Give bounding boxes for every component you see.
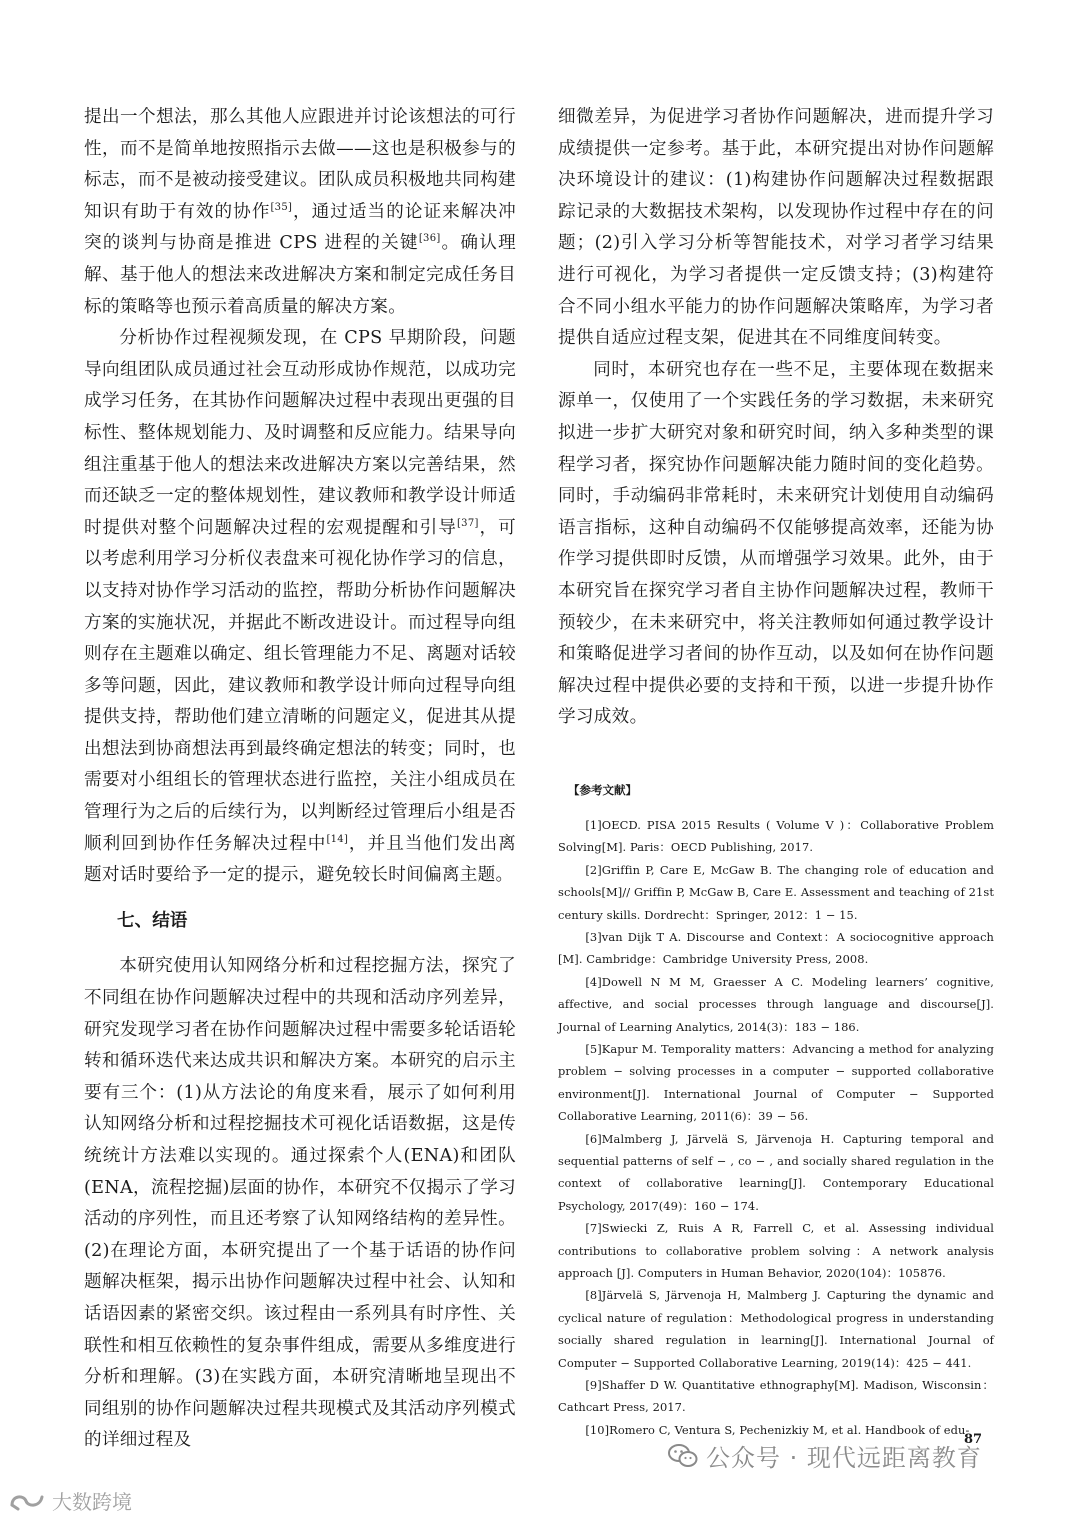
- left-column: [84, 102, 516, 1457]
- citation[interactable]: [35]: [270, 201, 293, 213]
- page-number: 87: [964, 1432, 983, 1447]
- citation[interactable]: [14]: [326, 833, 349, 845]
- brand-watermark: [8, 1486, 132, 1515]
- body-paragraph: 分析协作过程视频发现，在 CPS 早期阶段，问题导向组团队成员通过社会互动形成协作规范，以成功完成学习任务，在其协作问题解决过程中表现出更强的目标性、整体规划能力、及时调整和反应能力。结果导向组注重基于他人的想法来改进解决方案以完善结果，然而还缺乏一定的整体规划性，建议教师和教学设计师适时提供对整个问题解决过程的宏观提醒和引导[37]，可以考虑利用学习分析仪表盘来可视化协作学习的信息，以支持对协作学习活动的监控，帮助分析协作问题解决方案的实施状况，并据此不断改进设计。而过程导向组则存在主题难以确定、组长管理能力不足、离题对话较多等问题，因此，建议教师和教学设计师向过程导向组提供支持，帮助他们建立清晰的问题定义，促进其从提出想法到协商想法再到最终确定想法的转变；同时，也需要对小组组长的管理状态进行监控，关注小组成员在管理行为之后的后续行为，以判断经过管理后小组是否顺利回到协作任务解决过程中[14]，并且当他们发出离题对话时要给予一定的提示，避免较长时间偏离主题。: [84, 328, 517, 886]
- brand-logo-icon: [8, 1489, 46, 1513]
- section-heading: 七、结语: [117, 910, 188, 931]
- body-paragraph: 同时，本研究也存在一些不足，主要体现在数据来源单一，仅使用了一个实践任务的学习数据，未来研究拟进一步扩大研究对象和研究时间，纳入多种类型的课程学习者，探究协作问题解决能力随时间的变化趋势。同时，手动编码非常耗时，未来研究计划使用自动编码语言指标，这种自动编码不仅能够提高效率，还能为协作学习提供即时反馈，从而增强学习效果。此外，由于本研究旨在探究学习者自主协作问题解决过程，教师干预较少，在未来研究中，将关注教师如何通过教学设计和策略促进学习者间的协作互动，以及如何在协作问题解决过程中提供必要的支持和干预，以进一步提升协作学习成效。: [558, 359, 994, 728]
- reference-list: [558, 814, 994, 1441]
- references-title: 【参考文献】: [568, 782, 637, 797]
- reference-item: [6]Malmberg J, Järvelä S, Järvenoja H. Capturing temporal and sequential patterns of self − , co − , and socially shared regulation in the context of collaborative learning[J]. Contemporary Educational Psychology, 2017(49)：160 − 174.: [558, 1131, 994, 1213]
- wechat-icon: [668, 1443, 698, 1469]
- reference-item: [1]OECD. PISA 2015 Results ( Volume V )：Collaborative Problem Solving[M]. Paris：OECD Publishing, 2017.: [558, 817, 994, 855]
- reference-item: [8]Järvelä S, Järvenoja H, Malmberg J. Capturing the dynamic and cyclical nature of regulation：Methodological progress in understanding socially shared regulation in learning[J]. International Journal of Computer − Supported Collaborative Learning, 2019(14)：425 − 441.: [558, 1288, 994, 1370]
- reference-item: [4]Dowell N M M, Graesser A C. Modeling learners’ cognitive, affective, and social processes through language and discourse[J]. Journal of Learning Analytics, 2014(3)：183 − 186.: [558, 974, 994, 1034]
- body-paragraph: 本研究使用认知网络分析和过程挖掘方法，探究了不同组在协作问题解决过程中的共现和活动序列差异，研究发现学习者在协作问题解决过程中需要多轮话语轮转和循环迭代来达成共识和解决方案。本研究的启示主要有三个：(1)从方法论的角度来看，展示了如何利用认知网络分析和过程挖掘技术可视化话语数据，这是传统统计方法难以实现的。通过探索个人(ENA)和团队(ENA，流程挖掘)层面的协作，本研究不仅揭示了学习活动的序列性，而且还考察了认知网络结构的差异性。(2)在理论方面，本研究提出了一个基于话语的协作问题解决框架，揭示出协作问题解决过程中社会、认知和话语因素的紧密交织。该过程由一系列具有时序性、关联性和相互依赖性的复杂事件组成，需要从多维度进行分析和理解。(3)在实践方面，本研究清晰地呈现出不同组别的协作问题解决过程共现模式及其活动序列模式的详细过程及: [84, 956, 516, 1451]
- body-paragraph: 细微差异，为促进学习者协作问题解决，进而提升学习成绩提供一定参考。基于此，本研究提出对协作问题解决环境设计的建议：(1)构建协作问题解决过程数据跟踪记录的大数据技术架构，以发现协作过程中存在的问题；(2)引入学习分析等智能技术，对学习者学习结果进行可视化，为学习者提供一定反馈支持；(3)构建符合不同小组水平能力的协作问题解决策略库，为学习者提供自适应过程支架，促进其在不同维度间转变。: [558, 107, 994, 349]
- reference-item: [2]Griffin P, Care E, McGaw B. The changing role of education and schools[M]// Griffin P, McGaw B, Care E. Assessment and teaching of 21st century skills. Dordrecht：Springer, 2012：1 − 15.: [558, 862, 994, 922]
- brand-text: 大数跨境: [52, 1490, 132, 1514]
- citation[interactable]: [37]: [456, 517, 479, 529]
- reference-item: [7]Swiecki Z, Ruis A R, Farrell C, et al. Assessing individual contributions to collaborative problem solving：A network analysis approach [J]. Computers in Human Behavior, 2020(104)：105876.: [558, 1221, 994, 1280]
- citation[interactable]: [36]: [418, 233, 441, 245]
- body-paragraph: 提出一个想法，那么其他人应跟进并讨论该想法的可行性，而不是简单地按照指示去做——这也是积极参与的标志，而不是被动接受建议。团队成员积极地共同构建知识有助于有效的协作[35]，通过适当的论证来解决冲突的谈判与协商是推进 CPS 进程的关键[36]。确认理解、基于他人的想法来改进解决方案和制定完成任务目标的策略等也预示着高质量的解决方案。: [84, 107, 516, 317]
- right-column: [558, 102, 994, 1441]
- reference-item: [5]Kapur M. Temporality matters：Advancing a method for analyzing problem − solving processes in a computer − supported collaborative environment[J]. International Journal of Computer − Supported Collaborative Learning, 2011(6)：39 − 56.: [558, 1041, 994, 1124]
- wechat-watermark: [668, 1438, 982, 1473]
- reference-item: [3]van Dijk T A. Discourse and Context：A sociocognitive approach [M]. Cambridge：Cambridge University Press, 2008.: [558, 929, 994, 967]
- watermark-text: 公众号 · 现代远距离教育: [706, 1444, 982, 1472]
- reference-item: [10]Romero C, Ventura S, Pechenizkiy M, et al. Handbook of edu-: [585, 1422, 970, 1437]
- reference-item: [9]Shaffer D W. Quantitative ethnography[M]. Madison, Wisconsin：Cathcart Press, 2017.: [558, 1378, 994, 1415]
